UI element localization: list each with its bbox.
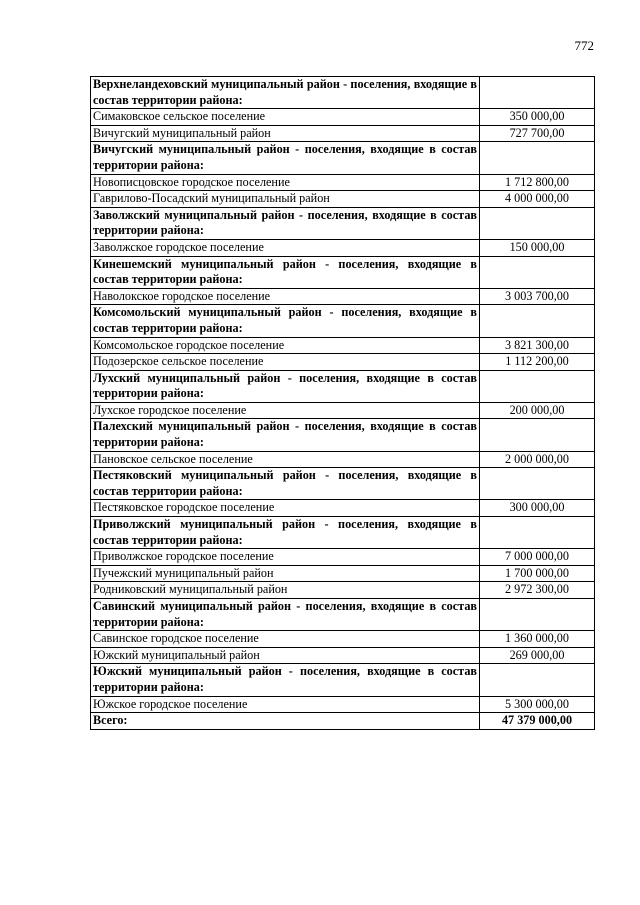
row-amount bbox=[480, 305, 595, 337]
row-name: Гаврилово-Посадский муниципальный район bbox=[91, 191, 480, 208]
group-header-text: Заволжский муниципальный район - поселения, входящие в состав территории района: bbox=[91, 207, 480, 239]
row-amount: 2 972 300,00 bbox=[480, 582, 595, 599]
row-name: Пучежский муниципальный район bbox=[91, 565, 480, 582]
group-header-text: Палехский муниципальный район - поселения, входящие в состав территории района: bbox=[91, 419, 480, 451]
table-row bbox=[91, 109, 595, 126]
row-name: Подозерское сельское поселение bbox=[91, 354, 480, 371]
row-name: Новописцовское городское поселение bbox=[91, 174, 480, 191]
table-row bbox=[91, 191, 595, 208]
group-header-text: Комсомольский муниципальный район - поселения, входящие в состав территории района: bbox=[91, 305, 480, 337]
table-row bbox=[91, 402, 595, 419]
row-name: Лухское городское поселение bbox=[91, 402, 480, 419]
table-row bbox=[91, 337, 595, 354]
total-row bbox=[91, 713, 595, 730]
table-row bbox=[91, 288, 595, 305]
row-name: Заволжское городское поселение bbox=[91, 239, 480, 256]
table-row bbox=[91, 125, 595, 142]
row-name: Приволжское городское поселение bbox=[91, 549, 480, 566]
row-amount bbox=[480, 419, 595, 451]
row-amount: 2 000 000,00 bbox=[480, 451, 595, 468]
row-amount: 350 000,00 bbox=[480, 109, 595, 126]
row-amount: 7 000 000,00 bbox=[480, 549, 595, 566]
row-name: Наволокское городское поселение bbox=[91, 288, 480, 305]
row-amount bbox=[480, 517, 595, 549]
group-header-text: Вичугский муниципальный район - поселения, входящие в состав территории района: bbox=[91, 142, 480, 174]
row-amount bbox=[480, 468, 595, 500]
table-row bbox=[91, 696, 595, 713]
group-header-text: Южский муниципальный район - поселения, входящие в состав территории района: bbox=[91, 664, 480, 696]
group-header-row bbox=[91, 207, 595, 239]
group-header-text: Верхнеландеховский муниципальный район - поселения, входящие в состав территории района: bbox=[91, 77, 480, 109]
row-amount: 200 000,00 bbox=[480, 402, 595, 419]
group-header-text: Кинешемский муниципальный район - поселения, входящие в состав территории района: bbox=[91, 256, 480, 288]
group-header-row bbox=[91, 599, 595, 631]
row-amount: 3 003 700,00 bbox=[480, 288, 595, 305]
row-amount bbox=[480, 664, 595, 696]
group-header-text: Пестяковский муниципальный район - поселения, входящие в состав территории района: bbox=[91, 468, 480, 500]
row-amount bbox=[480, 599, 595, 631]
group-header-row bbox=[91, 664, 595, 696]
table-row bbox=[91, 174, 595, 191]
row-amount bbox=[480, 142, 595, 174]
group-header-row bbox=[91, 305, 595, 337]
table-row bbox=[91, 549, 595, 566]
row-name: Родниковский муниципальный район bbox=[91, 582, 480, 599]
allocation-table bbox=[90, 76, 595, 730]
group-header-text: Савинский муниципальный район - поселения, входящие в состав территории района: bbox=[91, 599, 480, 631]
table-row bbox=[91, 500, 595, 517]
row-name: Комсомольское городское поселение bbox=[91, 337, 480, 354]
group-header-row bbox=[91, 256, 595, 288]
row-amount bbox=[480, 207, 595, 239]
table-row bbox=[91, 631, 595, 648]
total-amount: 47 379 000,00 bbox=[480, 713, 595, 730]
group-header-row bbox=[91, 142, 595, 174]
table-row bbox=[91, 239, 595, 256]
row-name: Савинское городское поселение bbox=[91, 631, 480, 648]
row-name: Пановское сельское поселение bbox=[91, 451, 480, 468]
group-header-row bbox=[91, 517, 595, 549]
group-header-row bbox=[91, 77, 595, 109]
row-amount: 1 712 800,00 bbox=[480, 174, 595, 191]
row-name: Вичугский муниципальный район bbox=[91, 125, 480, 142]
page-number: 772 bbox=[574, 38, 594, 53]
row-amount: 1 700 000,00 bbox=[480, 565, 595, 582]
table-body bbox=[91, 77, 595, 730]
table-row bbox=[91, 647, 595, 664]
row-amount: 300 000,00 bbox=[480, 500, 595, 517]
group-header-row bbox=[91, 419, 595, 451]
row-amount: 3 821 300,00 bbox=[480, 337, 595, 354]
group-header-row bbox=[91, 468, 595, 500]
table-row bbox=[91, 354, 595, 371]
group-header-text: Приволжский муниципальный район - поселения, входящие в состав территории района: bbox=[91, 517, 480, 549]
row-amount: 1 112 200,00 bbox=[480, 354, 595, 371]
group-header-text: Лухский муниципальный район - поселения, входящие в состав территории района: bbox=[91, 370, 480, 402]
row-amount: 727 700,00 bbox=[480, 125, 595, 142]
row-amount: 150 000,00 bbox=[480, 239, 595, 256]
table-row bbox=[91, 451, 595, 468]
row-name: Симаковское сельское поселение bbox=[91, 109, 480, 126]
group-header-row bbox=[91, 370, 595, 402]
row-amount bbox=[480, 256, 595, 288]
row-amount: 4 000 000,00 bbox=[480, 191, 595, 208]
row-amount: 1 360 000,00 bbox=[480, 631, 595, 648]
table-row bbox=[91, 565, 595, 582]
total-label: Всего: bbox=[91, 713, 480, 730]
row-amount: 269 000,00 bbox=[480, 647, 595, 664]
row-name: Южское городское поселение bbox=[91, 696, 480, 713]
table-row bbox=[91, 582, 595, 599]
row-amount: 5 300 000,00 bbox=[480, 696, 595, 713]
row-amount bbox=[480, 77, 595, 109]
row-name: Пестяковское городское поселение bbox=[91, 500, 480, 517]
row-amount bbox=[480, 370, 595, 402]
row-name: Южский муниципальный район bbox=[91, 647, 480, 664]
